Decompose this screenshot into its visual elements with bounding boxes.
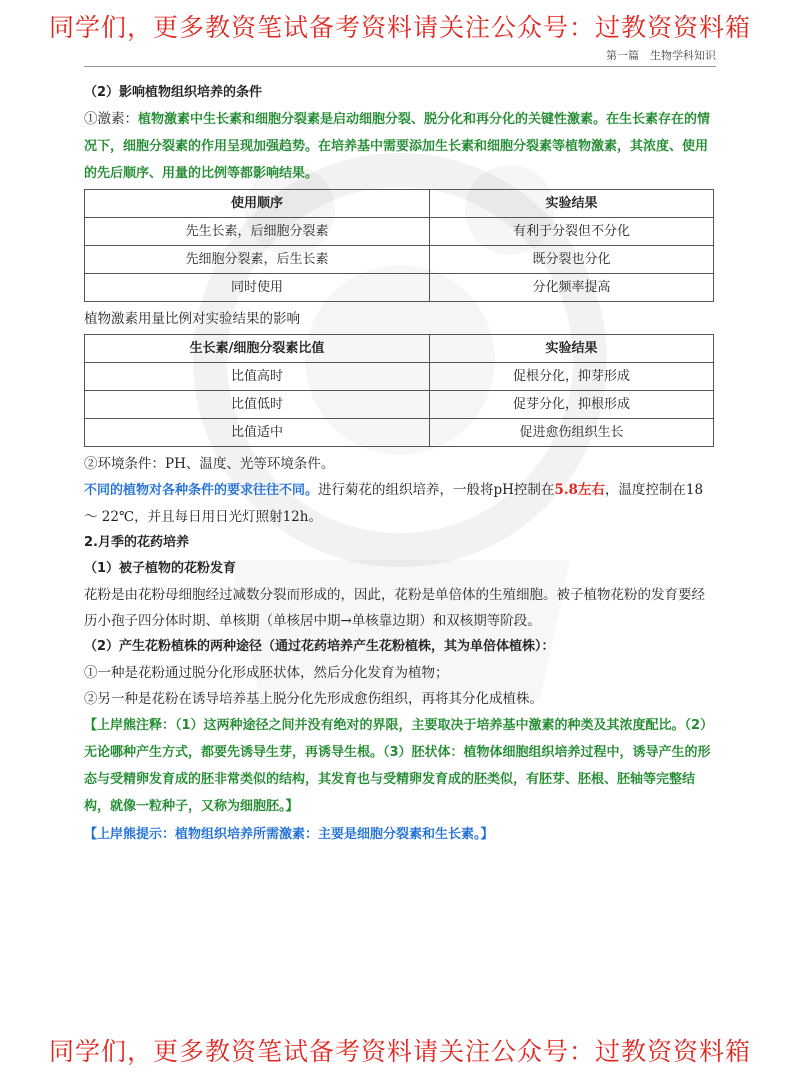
table-header-cell: 实验结果	[430, 190, 714, 218]
section-title-conditions: （2）影响植物组织培养的条件	[84, 85, 263, 100]
hormone-paragraph	[84, 106, 716, 187]
table-row	[85, 274, 714, 302]
table-cell: 先细胞分裂素，后生长素	[85, 246, 430, 274]
note-tip: 【上岸熊提示：植物组织培养所需激素：主要是细胞分裂素和生长素。】	[84, 827, 494, 842]
main-content	[84, 80, 716, 848]
table2-caption: 植物激素用量比例对实验结果的影响	[84, 311, 300, 327]
table-row	[85, 419, 714, 447]
hormone-order-table	[84, 189, 714, 302]
table-cell: 促芽分化，抑根形成	[430, 391, 714, 419]
table-row	[85, 391, 714, 419]
table-cell: 促进愈伤组织生长	[430, 419, 714, 447]
table-cell: 先生长素，后细胞分裂素	[85, 218, 430, 246]
pollen-paragraph: 花粉是由花粉母细胞经过减数分裂而形成的，因此，花粉是单倍体的生殖细胞。被子植物花粉的发育要经历小孢子四分体时期、单核期（单核居中期→单核靠边期）和双核期等阶段。	[84, 587, 705, 629]
table-cell: 分化频率提高	[430, 274, 714, 302]
table-header-row	[85, 335, 714, 363]
table-row	[85, 246, 714, 274]
header-divider	[84, 66, 716, 67]
environment-text-2: ，温度控制在18 ～ 22℃，并且每日用日光灯照射12h。	[84, 482, 704, 525]
table-header-cell: 实验结果	[430, 335, 714, 363]
table-cell: 比值高时	[85, 363, 430, 391]
table-cell: 有利于分裂但不分化	[430, 218, 714, 246]
hormone-highlight: 植物激素中生长素和细胞分裂素是启动细胞分裂、脱分化和再分化的关键性激素。在生长素存在的情况下，细胞分裂素的作用呈现加强趋势。在培养基中需要添加生长素和细胞分裂素等植物激素，其浓度、使用的先后顺序、用量的比例等都影响结果。	[84, 112, 711, 181]
subsection-two-ways: （2）产生花粉植株的两种途径（通过花药培养产生花粉植株，其为单倍体植株）：	[84, 639, 555, 654]
table-header-cell: 生长素/细胞分裂素比值	[85, 335, 430, 363]
table-cell: 同时使用	[85, 274, 430, 302]
table-cell: 既分裂也分化	[430, 246, 714, 274]
bottom-banner: 同学们，更多教资笔试备考资料请关注公众号：过教资资料箱	[48, 1037, 751, 1066]
note-annotation: 【上岸熊注释：（1）这两种途径之间并没有绝对的界限，主要取决于培养基中激素的种类及其浓度配比。（2）无论哪种产生方式，都要先诱导生芽，再诱导生根。（3）胚状体：植物体细胞组织培养过程中，诱导产生的形态与受精卵发育成的胚非常类似的结构，其发育也与受精卵发育成的胚类似，有胚芽、胚根、胚轴等完整结构，就像一粒种子，又称为细胞胚。】	[84, 718, 714, 814]
environment-highlight: 不同的植物对各种条件的要求往往不同。	[84, 483, 319, 498]
top-banner: 同学们，更多教资笔试备考资料请关注公众号：过教资资料箱	[48, 13, 751, 42]
table-row	[85, 218, 714, 246]
table-cell: 比值低时	[85, 391, 430, 419]
table-header-row	[85, 190, 714, 218]
table-header-cell: 使用顺序	[85, 190, 430, 218]
environment-text: 进行菊花的组织培养，一般将pH控制在	[318, 482, 555, 498]
section-title-anther: 2.月季的花药培养	[84, 535, 189, 550]
environment-line: ②环境条件：PH、温度、光等环境条件。	[84, 456, 335, 472]
subsection-pollen-development: （1）被子植物的花粉发育	[84, 561, 237, 576]
way-one: ①一种是花粉通过脱分化形成胚状体，然后分化发育为植物；	[84, 665, 449, 681]
page-header-chapter: 第一篇 生物学科知识	[606, 49, 716, 62]
hormone-lead: ①激素：	[84, 111, 138, 127]
table-row	[85, 363, 714, 391]
table-cell: 促根分化，抑芽形成	[430, 363, 714, 391]
hormone-ratio-table	[84, 334, 714, 447]
way-two: ②另一种是花粉在诱导培养基上脱分化先形成愈伤组织，再将其分化成植株。	[84, 691, 543, 707]
table-cell: 比值适中	[85, 419, 430, 447]
environment-paragraph	[84, 477, 716, 530]
ph-value: 5.8左右	[554, 482, 605, 498]
